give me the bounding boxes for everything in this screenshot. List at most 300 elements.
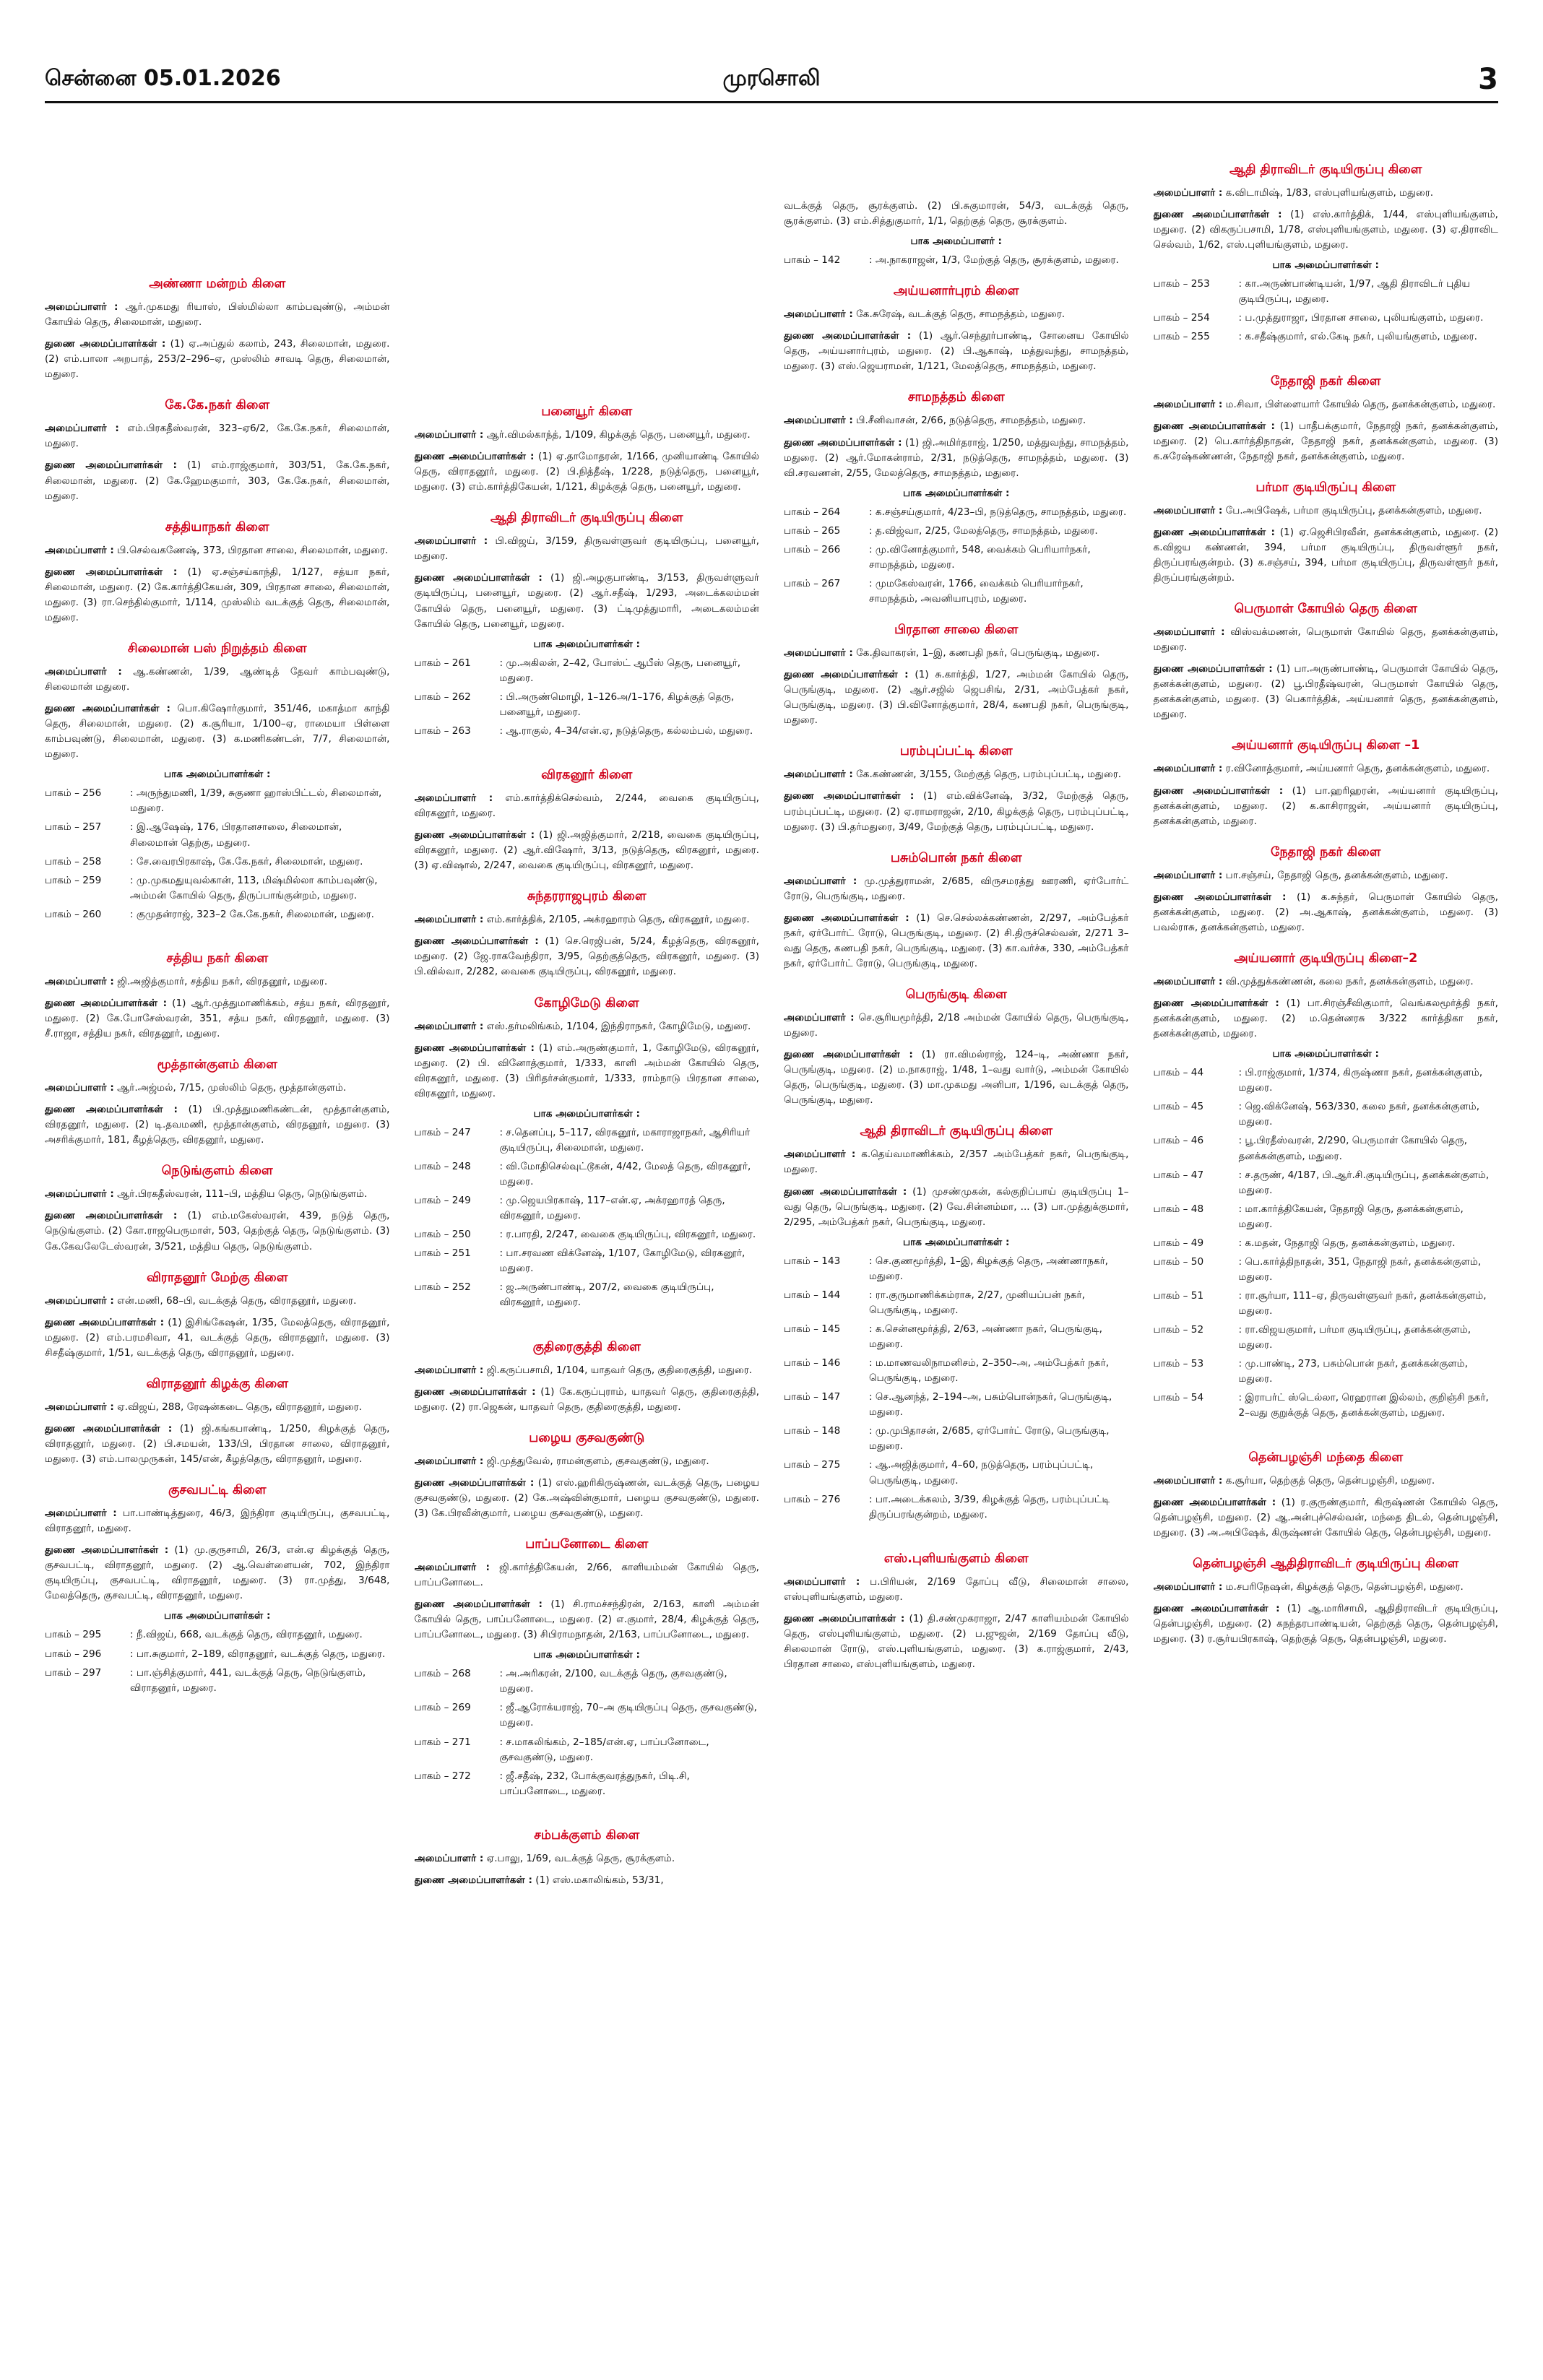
booth-agents-heading: பாக அமைப்பாளர்கள் :: [1272, 1048, 1379, 1060]
role-label: துணை அமைப்பாளர்கள் :: [1153, 1496, 1276, 1508]
booth-agents-heading: பாக அமைப்பாளர்கள் :: [903, 1236, 1010, 1248]
branch-title: எஸ்.புளியங்குளம் கிளை: [883, 1551, 1029, 1566]
booth-agent-row: [415, 1700, 760, 1731]
office-bearer-entry: [784, 646, 1129, 661]
branch-section: [415, 889, 760, 979]
member-details: (1) எஸ்.மகாலிங்கம், 53/31,: [535, 1874, 664, 1886]
booth-agent-row: [415, 1735, 760, 1765]
branch-section: [415, 511, 760, 739]
branch-title: அண்ணா மன்றம் கிளை: [149, 277, 286, 291]
member-details: ஆ.கண்ணன், 1/39, ஆண்டித் தேவர் காம்பவுண்டு, சிலைமான் மதுரை.: [45, 665, 390, 693]
booth-agent-row: [45, 1627, 390, 1643]
member-details: கே.திவாகரன், 1–இ, கணபதி நகர், பெருங்குடி, மதுரை.: [856, 647, 1100, 659]
booth-agent-details: : கா.அருண்பாண்டியன், 1/97, ஆதி திராவிடர் புதிய குடியிருப்பு, மதுரை.: [1238, 278, 1471, 306]
role-label: அமைப்பாளர் :: [414, 1020, 484, 1032]
branch-section: [45, 1483, 390, 1696]
booth-agent-row: [1154, 277, 1499, 307]
role-label: அமைப்பாளர் :: [1153, 1474, 1223, 1487]
office-bearer-entry: [415, 571, 760, 631]
booth-agent-details: : ஆ.ராகுல், 4–34/என்.ஏ, நடுத்தெரு, கல்லம்பல், மதுரை.: [499, 724, 753, 737]
member-details: பா.பாண்டித்துரை, 46/3, இந்திரா குடியிருப்பு, குசவபட்டி, விராதனூர், மதுரை.: [45, 1507, 390, 1535]
branch-title: பெருங்குடி கிளை: [905, 987, 1007, 1002]
role-label: துணை அமைப்பாளர்கள் :: [45, 1210, 178, 1222]
booth-number: பாகம் – 295: [45, 1629, 102, 1641]
booth-agent-details: : அ.நாகராஜன், 1/3, மேற்குத் தெரு, சூரக்குளம், மதுரை.: [869, 254, 1119, 267]
booth-agent-row: [784, 505, 1129, 520]
booth-agent-row: [784, 1492, 1129, 1523]
column-4: [1154, 119, 1499, 2358]
booth-agent-row: [784, 1458, 1129, 1488]
booth-number: பாகம் – 275: [784, 1459, 841, 1471]
office-bearer-entry: [1154, 868, 1499, 883]
role-label: துணை அமைப்பாளர்கள் :: [414, 1476, 535, 1489]
column-2: [415, 119, 760, 2358]
branch-title: சாமநத்தம் கிளை: [907, 390, 1005, 405]
role-label: அமைப்பாளர் :: [1153, 626, 1225, 639]
booth-agent-row: [784, 1390, 1129, 1420]
booth-number: பாகம் – 260: [45, 908, 102, 920]
booth-number: பாகம் – 53: [1153, 1358, 1204, 1370]
office-bearer-entry: [45, 337, 390, 382]
booth-agent-row: [1154, 1236, 1499, 1251]
branch-title: விராதனூர் கிழக்கு கிளை: [146, 1376, 289, 1391]
office-bearer-entry: [1154, 890, 1499, 935]
office-bearer-entry: [45, 1294, 390, 1309]
role-label: அமைப்பாளர் :: [45, 301, 118, 313]
member-details: (1) பா.அருண்பாண்டி, பெருமாள் கோயில் தெரு, தனக்கன்குளம், மதுரை. (2) பூ.பிரதீஷ்வரன், பெருமாள் கோயில் தெரு, தனக்கன்குளம், மதுரை. (3) பெகார்த்திக், அய்யனார் தெரு, தனக்கன்குளம், மதுரை.: [1153, 663, 1498, 721]
booth-agent-details: : வி.மோதிசெல்வுட்டூகன், 4/42, மேலத் தெரு, விரகனூர், மதுரை.: [499, 1160, 751, 1187]
office-bearer-entry: [415, 1873, 760, 1888]
office-bearer-entry: [415, 1597, 760, 1643]
booth-agents-heading: பாக அமைப்பாளர்கள் :: [903, 487, 1010, 499]
booth-agent-details: : மு.பாண்டி, 273, பசும்பொன் நகர், தனக்கன்குளம், மதுரை.: [1238, 1358, 1468, 1385]
branch-section: [784, 987, 1129, 1108]
column-3: [784, 119, 1129, 2358]
member-details: (1) ஏ.ஜெசிபிரவீன், தனக்கன்குளம், மதுரை. (2) க.விஜய கண்ணன், 394, பர்மா குடியிருப்பு, திருவள்ளூர் நகர், திருப்பரங்குன்றம். (3) க.சஞ்சய், 394, பர்மா குடியிருப்பு, திருவள்ளூர் நகர், திருப்பரங்குன்றம்.: [1153, 526, 1498, 584]
booth-number: பாகம் – 296: [45, 1648, 102, 1660]
booth-agent-row: [784, 542, 1129, 573]
office-bearer-entry: [415, 1041, 760, 1102]
booth-number: பாகம் – 266: [784, 543, 841, 555]
member-details: (1) முசண்முகன், கல்குறிப்பாய் குடியிருப்பு 1–வது தெரு, பெருங்குடி, மதுரை. (2) வே.சின்னம்மா, ... (3) பா.முத்துக்குமார், 2/295, அம்பேத்கர் நகர், பெருங்குடி, மதுரை.: [784, 1185, 1129, 1228]
booth-agent-details: : பெ.கார்த்திநாதன், 351, நேதாஜி நகர், தனக்கன்குளம், மதுரை.: [1238, 1255, 1482, 1283]
booth-agents-heading: பாக அமைப்பாளர் :: [910, 235, 1002, 248]
booth-number: பாகம் – 276: [784, 1493, 841, 1505]
office-bearer-entry: [1154, 625, 1499, 655]
office-bearer-entry: [784, 667, 1129, 728]
office-bearer-entry: [45, 701, 390, 762]
branch-title: சத்திய நகர் கிளை: [166, 951, 269, 966]
booth-agent-details: : பா.சுகுமார், 2–189, விராதனூர், வடக்குத் தெரு, மதுரை.: [130, 1648, 386, 1660]
role-label: அமைப்பாளர் :: [1153, 504, 1223, 516]
role-label: துணை அமைப்பாளர்கள் :: [784, 330, 912, 342]
booth-agent-row: [45, 786, 390, 816]
branch-section: [1154, 951, 1499, 1421]
member-details: (1) ஏ.அப்துல் கலாம், 243, சிலைமான், மதுரை. (2) எம்.பாலா அறபாத், 253/2–296–ஏ, முஸ்லிம் சாவடி தெரு, சிலைமான், மதுரை.: [45, 338, 390, 381]
member-details: (1) இசிங்கேஷன், 1/35, மேலத்தெரு, விராதனூர், மதுரை. (2) எம்.பரமசிவா, 41, வடக்குத் தெரு, விராதனூர், மதுரை. (3) சிசதீஷ்குமார், 1/51, வடக்குத் தெரு, விராதனூர், மதுரை.: [45, 1316, 390, 1359]
booth-agent-details: : ஜீ.சதீஷ், 232, போக்குவரத்துநகர், பிடி.சி, பாப்பனோடை, மதுரை.: [499, 1770, 690, 1797]
booth-agents-heading: பாக அமைப்பாளர்கள் :: [164, 769, 271, 781]
role-label: துணை அமைப்பாளர்கள் :: [45, 703, 170, 715]
branch-section: [784, 623, 1129, 728]
member-details: மு.முத்துராமன், 2/685, விருசமரத்து ஊரணி, ஏர்போர்ட் ரோடு, பெருங்குடி, மதுரை.: [784, 875, 1129, 902]
booth-agent-row: [1154, 1356, 1499, 1387]
member-details: (1) ஜி.அழகுபாண்டி, 3/153, திருவள்ளுவர் குடியிருப்பு, பனையூர், மதுரை. (2) ஆர்.சதீஷ், 1/293, அடைக்கலம்மன் கோயில் தெரு, பனையூர், மதுரை. (3) ட்டிமுத்துமாரி, அடைகலம்மன் கோயில் தெரு, பனையூர், மதுரை.: [414, 572, 759, 630]
branch-section: [1154, 1557, 1499, 1647]
booth-agent-details: : க.சென்னமூர்த்தி, 2/63, அண்ணா நகர், பெருங்குடி, மதுரை.: [869, 1323, 1102, 1350]
role-label: துணை அமைப்பாளர்கள் :: [414, 1385, 536, 1398]
member-details: வி.முத்துக்கண்ணன், கலை நகர், தனக்கன்குளம், மதுரை.: [1225, 975, 1474, 987]
booth-number: பாகம் – 269: [414, 1702, 471, 1714]
branch-section: [784, 1124, 1129, 1522]
booth-number: பாகம் – 146: [784, 1357, 841, 1369]
booth-agent-details: : க.சதீஷ்குமார், எல்.கேடி நகர், புலியங்குளம், மதுரை.: [1238, 331, 1477, 343]
branch-title: தென்பழஞ்சி மந்தை கிளை: [1248, 1450, 1404, 1465]
office-bearer-entry: [45, 458, 390, 503]
role-label: அமைப்பாளர் :: [45, 975, 114, 987]
branch-section: [415, 404, 760, 495]
booth-agent-details: : ச.தெனப்பு, 5–117, விரகனூர், மகாராஜாநகர், ஆசிரியர் குடியிருப்பு, சிலைமான், மதுரை.: [499, 1126, 751, 1154]
member-details: (1) தி.சண்முகராஜா, 2/47 காளியம்மன் கோயில் தெரு, எஸ்புளியங்குளம், மதுரை. (2) ப.ஜுஜன், 2/169 தோப்பு வீடு, சிலைமான் ரோடு, எஸ்.புளியங்குளம், மதுரை. (3) க.ராஜ்குமார், 2/43, பிரதான சாலை, எஸ்புளியங்குளம், மதுரை.: [784, 1612, 1129, 1670]
role-label: அமைப்பாளர் :: [414, 914, 484, 926]
booth-number: பாகம் – 267: [784, 577, 841, 589]
booth-agent-row: [784, 1424, 1129, 1454]
branch-section: [415, 1828, 760, 1888]
office-bearer-entry: [415, 828, 760, 873]
booth-agent-details: : செ.குணமூர்த்தி, 1–இ, கிழக்குத் தெரு, அண்ணாநகர், மதுரை.: [869, 1255, 1108, 1282]
booth-agents-heading: பாக அமைப்பாளர்கள் :: [1272, 259, 1379, 272]
office-bearer-entry: [784, 767, 1129, 782]
office-bearer-entry: [784, 911, 1129, 972]
branch-title: பிரதான சாலை கிளை: [894, 623, 1019, 638]
office-bearer-entry: [415, 1851, 760, 1866]
member-details: (1) ஏ.தாமோதரன், 1/166, முனியாண்டி கோயில் தெரு, விராதனூர், மதுரை. (2) பி.நித்தீஷ், 1/228, நடுத்தெரு, பனையூர், மதுரை. (3) எம்.கார்த்திகேயன், 1/121, கிழக்குத் தெரு, பனையூர், மதுரை.: [414, 451, 759, 493]
booth-number: பாகம் – 258: [45, 855, 102, 867]
member-details: க.சூர்யா, தெற்குத் தெரு, தென்பழஞ்சி, மதுரை.: [1225, 1474, 1435, 1487]
booth-agent-details: : ர.பாரதி, 2/247, வைகை குடியிருப்பு, விரகனூர், மதுரை.: [499, 1229, 756, 1241]
office-bearer-entry: [415, 428, 760, 443]
office-bearer-entry: [784, 874, 1129, 904]
office-bearer-entry: [45, 1421, 390, 1467]
role-label: துணை அமைப்பாளர்கள் :: [414, 1874, 532, 1886]
booth-number: பாகம் – 52: [1153, 1324, 1204, 1336]
role-label: அமைப்பாளர் :: [784, 769, 853, 781]
member-details: (1) ஆ.மாரிசாமி, ஆதிதிராவிடர் குடியிருப்பு, தென்பழஞ்சி, மதுரை. (2) கநந்தரபாண்டியன், தெற்குத் தெரு, தென்பழஞ்சி, மதுரை. (3) ர.சூர்யபிரகாஷ், தெற்குத் தெரு, தென்பழஞ்சி, மதுரை.: [1153, 1602, 1498, 1645]
booth-agent-row: [415, 1227, 760, 1242]
branch-title: சிலைமான் பஸ் நிறுத்தம் கிளை: [127, 641, 307, 656]
article-columns: [45, 119, 1498, 2358]
booth-agent-details: : க.சஞ்சய்குமார், 4/23–பி, நடுத்தெரு, சாமநத்தம், மதுரை.: [869, 506, 1127, 518]
member-details: ஆர்.முகமது ரியாஸ், பிஸ்மில்லா காம்பவுண்டு, அம்மன் கோயில் தெரு, சிலைமான், மதுரை.: [45, 301, 390, 329]
office-bearer-entry: [1154, 1474, 1499, 1489]
member-details: (1) எஸ்.கார்த்திக், 1/44, எஸ்புளியங்குளம், மதுரை. (2) விகருப்பசாமி, 1/78, எஸ்புளியங்குளம், மதுரை. (3) ஏ.திராவிட செல்வம், 1/62, எஸ்.புளியங்குளம், மதுரை.: [1153, 209, 1498, 251]
booth-agent-details: : ஜீ.ஆரோக்யராஜ், 70–அ குடியிருப்பு தெரு, குசவகுண்டு, மதுரை.: [499, 1702, 757, 1729]
member-details: (1) ஏ.சஞ்சய்காந்தி, 1/127, சத்யா நகர், சிலைமான், மதுரை. (2) கே.கார்த்திகேயன், 309, பிரதான சாலை, சிலைமான், மதுரை. (3) ரா.செந்தில்குமார், 1/114, முஸ்லிம் வடக்குத் தெரு, சிலைமான், மதுரை.: [45, 566, 390, 623]
booth-agent-details: : த.விஜ்வா, 2/25, மேலத்தெரு, சாமநத்தம், மதுரை.: [869, 524, 1098, 537]
branch-section: [1154, 845, 1499, 935]
member-details: பே.அபிஷேக், பர்மா குடியிருப்பு, தனக்கன்குளம், மதுரை.: [1225, 504, 1482, 516]
role-label: துணை அமைப்பாளர்கள் :: [414, 451, 535, 463]
role-label: அமைப்பாளர் :: [1153, 187, 1223, 199]
role-label: அமைப்பாளர் :: [784, 1012, 855, 1024]
office-bearer-entry: [784, 436, 1129, 481]
branch-section: [45, 277, 390, 382]
role-label: அமைப்பாளர் :: [414, 535, 488, 548]
office-bearer-entry: [45, 1081, 390, 1096]
booth-number: பாகம் – 148: [784, 1425, 841, 1437]
booth-number: பாகம் – 259: [45, 874, 102, 886]
member-details: என்.மணி, 68–பி, வடக்குத் தெரு, விராதனூர், மதுரை.: [117, 1294, 357, 1307]
office-bearer-entry: [415, 791, 760, 821]
office-bearer-entry: [415, 1560, 760, 1591]
masthead: [45, 58, 1498, 103]
role-label: துணை அமைப்பாளர்கள் :: [1153, 663, 1273, 675]
branch-section: [1154, 602, 1499, 722]
office-bearer-entry: [1154, 761, 1499, 776]
office-bearer-entry: [1154, 397, 1499, 412]
office-bearer-entry: [1154, 974, 1499, 990]
booth-agent-row: [1154, 1099, 1499, 1130]
booth-agent-details: : மு.ஜெயபிரகாஷ், 117–என்.ஏ, அக்ரஹாரத் தெரு, விரகனூர், மதுரை.: [499, 1195, 725, 1222]
booth-agent-details: : பா.ஞ்சித்குமார், 441, வடக்குத் தெரு, நெடுங்குளம், விராதனூர், மதுரை.: [130, 1666, 366, 1694]
role-label: துணை அமைப்பாளர்கள் :: [784, 436, 902, 449]
branch-title: கே.கே.நகர் கிளை: [165, 398, 270, 413]
booth-agent-row: [1154, 1168, 1499, 1198]
office-bearer-entry: [45, 300, 390, 330]
member-details: ஆர்.விமல்காந்த், 1/109, கிழக்குத் தெரு, பனையூர், மதுரை.: [486, 429, 751, 441]
role-label: அமைப்பாளர் :: [414, 1455, 484, 1467]
office-bearer-entry: [415, 1454, 760, 1469]
member-details: ம.சபரிநேஷன், கிழக்குத் தெரு, தென்பழஞ்சி, மதுரை.: [1225, 1580, 1464, 1593]
member-details: ஜி.கருப்பசாமி, 1/104, யாதவர் தெரு, குதிரைகுத்தி, மதுரை.: [486, 1364, 753, 1376]
member-details: (1) செ.செல்லக்கண்ணன், 2/297, அம்பேத்கர் நகர், ஏர்போர்ட் ரோடு, பெருங்குடி, மதுரை. (2) சி.திருச்செல்வன், 2/271 3–வது தெரு, கணபதி நகர், பெருங்குடி, மதுரை. (3) கா.வர்ச்சு, 330, அம்பேத்கர் நகர், ஏர்போர்ட் ரோடு, பெருங்குடி, மதுரை.: [784, 912, 1129, 969]
branch-title: பனையூர் கிளை: [541, 404, 633, 419]
office-bearer-entry: [784, 1611, 1129, 1672]
branch-section: [415, 1340, 760, 1415]
member-details: ப.பிரியன், 2/169 தோப்பு வீடு, சிலைமான் சாலை, எஸ்புளியங்குளம், மதுரை.: [784, 1575, 1129, 1603]
booth-number: பாகம் – 48: [1153, 1203, 1204, 1215]
member-details: பொ.கிஷோர்குமார், 351/46, மகாத்மா காந்தி தெரு, சிலைமான், மதுரை. (2) க.சூரியா, 1/100–ஏ, ராமையா பிள்ளை காம்பவுண்டு, சிலைமான், மதுரை. (3) க.மணிகண்டன், 7/7, சிலைமான், மதுரை.: [45, 703, 390, 761]
booth-agent-details: : பா.சரவண விக்னேஷ், 1/107, கோழிமேடு, விரகனூர், மதுரை.: [499, 1247, 745, 1275]
booth-agent-details: : ம.மாணவலிநாமனிசம், 2–350–அ, அம்பேத்கர் நகர், பெருங்குடி, மதுரை.: [869, 1357, 1110, 1385]
booth-agent-row: [1154, 1323, 1499, 1353]
booth-agent-row: [1154, 1065, 1499, 1096]
booth-number: பாகம் – 49: [1153, 1237, 1204, 1249]
office-bearer-entry: [1154, 186, 1499, 201]
booth-agent-row: [1154, 311, 1499, 326]
branch-title: பழைய குசவகுண்டு: [529, 1430, 645, 1445]
branch-title: நேதாஜி நகர் கிளை: [1271, 373, 1381, 389]
member-details: ஜி.முத்துவேல், ராமன்குளம், குசவகுண்டு, மதுரை.: [486, 1455, 709, 1467]
booth-number: பாகம் – 252: [414, 1281, 471, 1294]
office-bearer-entry: [1154, 207, 1499, 253]
member-details: (1) மு.குருசாமி, 26/3, என்.ஏ கிழக்குத் தெரு, குசவபட்டி, விராதனூர், மதுரை. (2) ஆ.வெள்ளையன், 702, இந்திரா குடியிருப்பு, குசவபட்டி, விராதனூர், மதுரை. (3) ரா.முத்து, 3/648, மேலத்தெரு, குசவபட்டி, விராதனூர், மதுரை.: [45, 1544, 390, 1602]
branch-title: தென்பழஞ்சி ஆதிதிராவிடர் குடியிருப்பு கிளை: [1193, 1556, 1459, 1571]
office-bearer-entry: [45, 565, 390, 626]
role-label: துணை அமைப்பாளர்கள் :: [45, 338, 166, 350]
office-bearer-entry: [45, 1543, 390, 1604]
branch-title: பரம்புப்பட்டி கிளை: [899, 744, 1013, 759]
booth-number: பாகம் – 268: [414, 1668, 471, 1680]
office-bearer-entry: [415, 534, 760, 564]
role-label: அமைப்பாளர் :: [45, 544, 114, 556]
role-label: அமைப்பாளர் :: [45, 1507, 117, 1520]
role-label: அமைப்பாளர் :: [45, 665, 122, 678]
booth-agent-row: [784, 1356, 1129, 1386]
booth-agent-details: : ச.மாகலிங்கம், 2–185/என்.ஏ, பாப்பனோடை, குசவகுண்டு, மதுரை.: [499, 1736, 709, 1763]
member-details: எம்.கார்த்திக்செல்வம், 2/244, வைகை குடியிருப்பு, விரகனூர், மதுரை.: [414, 792, 759, 819]
role-label: அமைப்பாளர் :: [784, 415, 853, 427]
branch-section: [784, 1552, 1129, 1672]
member-details: பி.சீனிவாசன், 2/66, நடுத்தெரு, சாமநத்தம், மதுரை.: [856, 415, 1086, 427]
member-details: எம்.கார்த்திக், 2/105, அக்ரஹாரம் தெரு, விரகனூர், மதுரை.: [486, 914, 750, 926]
office-bearer-entry: [1154, 525, 1499, 586]
office-bearer-entry: [45, 1102, 390, 1148]
branch-title: சத்தியாநகர் கிளை: [165, 519, 269, 535]
booth-agent-row: [784, 576, 1129, 607]
role-label: துணை அமைப்பாளர்கள் :: [45, 566, 178, 578]
booth-agent-row: [415, 1246, 760, 1276]
booth-agent-row: [784, 1288, 1129, 1318]
branch-title: அய்யனார் குடியிருப்பு கிளை–2: [1234, 951, 1418, 966]
member-details: (1) ஜி.அஜித்குமார், 2/218, வைகை குடியிருப்பு, விரகனூர், மதுரை. (2) ஆர்.விஷோர், 3/13, நடுத்தெரு, விரகனூர், மதுரை. (3) ஏ.விஷால், 2/247, வைகை குடியிருப்பு, விரகனூர், மதுரை.: [414, 829, 759, 872]
role-label: துணை அமைப்பாளர்கள் :: [784, 1612, 905, 1624]
booth-agents-heading: பாக அமைப்பாளர்கள் :: [533, 1649, 640, 1661]
office-bearer-entry: [784, 329, 1129, 374]
booth-agent-row: [1154, 1133, 1499, 1164]
role-label: துணை அமைப்பாளர்கள் :: [784, 669, 909, 681]
role-label: துணை அமைப்பாளர்கள் :: [784, 790, 915, 802]
branch-section: [1154, 374, 1499, 464]
branch-section: [415, 768, 760, 873]
booth-number: பாகம் – 297: [45, 1666, 102, 1679]
office-bearer-entry: [415, 912, 760, 927]
booth-agent-row: [415, 690, 760, 720]
role-label: துணை அமைப்பாளர்கள் :: [1153, 891, 1287, 903]
role-label: துணை அமைப்பாளர்கள் :: [784, 912, 909, 924]
office-bearer-entry: [784, 199, 1129, 229]
booth-agent-details: : ஜெ.விக்னேஷ், 563/330, கலை நகர், தனக்கன்குளம், மதுரை.: [1238, 1101, 1480, 1128]
booth-agent-details: : மு.அகிலன், 2–42, போஸ்ட் ஆபீஸ் தெரு, பனையூர், மதுரை.: [499, 657, 741, 684]
booth-agent-row: [45, 907, 390, 922]
booth-agent-row: [784, 1254, 1129, 1284]
office-bearer-entry: [1154, 784, 1499, 829]
member-details: விஸ்வக்மணன், பெருமாள் கோயில் தெரு, தனக்கன்குளம், மதுரை.: [1153, 626, 1498, 654]
booth-agent-row: [784, 253, 1129, 268]
office-bearer-entry: [415, 934, 760, 979]
branch-section: [1154, 738, 1499, 828]
member-details: ஏ.பாலு, 1/69, வடக்குத் தெரு, சூரக்குளம்.: [486, 1852, 675, 1864]
office-bearer-entry: [784, 1147, 1129, 1177]
member-details: ஏ.விஜய், 288, ரேஷன்கடை தெரு, விராதனூர், மதுரை.: [117, 1401, 362, 1413]
booth-number: பாகம் – 144: [784, 1289, 841, 1301]
role-label: துணை அமைப்பாளர்கள் :: [414, 1598, 543, 1611]
office-bearer-entry: [45, 543, 390, 558]
role-label: அமைப்பாளர் :: [1153, 869, 1223, 881]
member-details: செ.சூரியமூர்த்தி, 2/18 அம்மன் கோயில் தெரு, பெருங்குடி, மதுரை.: [784, 1012, 1129, 1039]
role-label: அமைப்பாளர் :: [1153, 975, 1223, 987]
booth-agents-heading: பாக அமைப்பாளர்கள் :: [533, 1107, 640, 1120]
office-bearer-entry: [1154, 996, 1499, 1042]
booth-agent-details: : ப.முத்துராஜா, பிரதான சாலை, புலியங்குளம், மதுரை.: [1238, 312, 1484, 324]
booth-agent-details: : ச.தருண், 4/187, பி.ஆர்.சி.குடியிருப்பு, தனக்கன்குளம், மதுரை.: [1238, 1169, 1490, 1196]
branch-section: [415, 1537, 760, 1799]
booth-number: பாகம் – 54: [1153, 1392, 1204, 1404]
branch-section: [45, 641, 390, 922]
booth-number: பாகம் – 44: [1153, 1067, 1204, 1079]
role-label: அமைப்பாளர் :: [784, 875, 857, 887]
office-bearer-entry: [784, 307, 1129, 322]
member-details: பி.விஜய், 3/159, திருவள்ளுவர் குடியிருப்பு, பனையூர், மதுரை.: [414, 535, 759, 563]
branch-section: [784, 390, 1129, 607]
booth-agent-row: [1154, 1390, 1499, 1421]
office-bearer-entry: [415, 1476, 760, 1521]
booth-agent-details: : மு.முபிதாசன், 2/685, ஏர்போர்ட் ரோடு, பெருங்குடி, மதுரை.: [869, 1425, 1110, 1453]
booth-agent-details: : முமகேஸ்வரன், 1766, வைக்கம் பெரியார்நகர், சாமநத்தம், அவனியாபுரம், மதுரை.: [869, 577, 1084, 605]
booth-agent-details: : இ.ஆஷேஷ், 176, பிரதானசாலை, சிலைமான், சிலைமான் தெற்கு, மதுரை.: [130, 821, 342, 849]
role-label: துணை அமைப்பாளர்கள் :: [45, 1316, 165, 1328]
booth-agent-row: [1154, 1202, 1499, 1232]
member-details: (1) எம்.ராஜ்குமார், 303/51, கே.கே.நகர், சிலைமான், மதுரை. (2) கே.ஹேமகுமார், 303, கே.கே.நகர், சிலைமான், மதுரை.: [45, 459, 390, 502]
member-details: (1) ஆர்.முத்துமாணிக்கம், சத்ய நகர், விரதனூர், மதுரை. (2) கே.போசேஸ்வரன், 351, சத்ய நகர், விரதனூர், மதுரை. (3) சீ.ராஜா, சத்திய நகர், விரதனூர், மதுரை.: [45, 997, 390, 1039]
member-details: (1) ரா.விமல்ராஜ், 124–டி, அண்ணா நகர், பெருங்குடி, மதுரை. (2) ம.நாகராஜ், 1/48, 1–வது வார்டு, அம்மன் கோயில் தெரு, பெருங்குடி, மதுரை. (3) மா.முகமது அனிபா, 1/196, வடக்குத் தெரு, பெருங்குடி, மதுரை.: [784, 1049, 1129, 1107]
role-label: அமைப்பாளர் :: [784, 308, 853, 321]
booth-number: பாகம் – 247: [414, 1126, 471, 1138]
role-label: துணை அமைப்பாளர்கள் :: [45, 459, 177, 472]
booth-agent-details: : குமுதன்ராஜ், 323–2 கே.கே.நகர், சிலைமான், மதுரை.: [130, 908, 374, 920]
booth-agent-details: : சே.வைரபிரகாஷ், கே.கே.நகர், சிலைமான், மதுரை.: [130, 855, 363, 867]
role-label: துணை அமைப்பாளர்கள் :: [414, 572, 543, 584]
branch-title: மூத்தான்குளம் கிளை: [157, 1057, 277, 1073]
office-bearer-entry: [1154, 1495, 1499, 1541]
branch-section: [784, 744, 1129, 834]
branch-title: ஆதி திராவிடர் குடியிருப்பு கிளை: [860, 1124, 1053, 1139]
booth-agent-details: : பூ.பிரதீஸ்வரன், 2/290, பெருமாள் கோயில் தெரு, தனக்கன்குளம், மதுரை.: [1238, 1135, 1468, 1162]
booth-agent-details: : மு.வினோத்குமார், 548, வைக்கம் பெரியார்நகர், சாமநத்தம், மதுரை.: [869, 543, 1091, 571]
office-bearer-entry: [1154, 662, 1499, 722]
office-bearer-entry: [415, 449, 760, 495]
booth-agent-row: [415, 1280, 760, 1310]
branch-section: [45, 1377, 390, 1467]
booth-number: பாகம் – 251: [414, 1247, 471, 1260]
branch-section: [1154, 1450, 1499, 1541]
member-details: எம்.பிரகதீஸ்வரன், 323–ஏ6/2, கே.கே.நகர், சிலைமான், மதுரை.: [45, 423, 390, 450]
booth-number: பாகம் – 265: [784, 524, 841, 537]
booth-number: பாகம் – 255: [1153, 331, 1210, 343]
booth-number: பாகம் – 249: [414, 1195, 471, 1207]
office-bearer-entry: [45, 974, 390, 990]
member-details: ஜி.கார்த்திகேயன், 2/66, காளியம்மன் கோயில் தெரு, பாப்பனோடை.: [414, 1561, 759, 1588]
booth-agent-row: [415, 1193, 760, 1224]
member-details: க.தெய்வமாணிக்கம், 2/357 அம்பேத்கர் நகர், பெருங்குடி, மதுரை.: [784, 1148, 1129, 1176]
branch-title: சுந்தரராஜபுரம் கிளை: [527, 889, 647, 904]
member-details: ஆர்.அஜ்மல், 7/15, முஸ்லிம் தெரு, மூத்தான்குளம்.: [117, 1082, 347, 1094]
office-bearer-entry: [45, 1315, 390, 1361]
office-bearer-entry: [784, 789, 1129, 834]
role-label: அமைப்பாளர் :: [784, 1575, 860, 1588]
booth-number: பாகம் – 257: [45, 821, 102, 834]
booth-agent-details: : நீ.விஜய், 668, வடக்குத் தெரு, விராதனூர், மதுரை.: [130, 1629, 363, 1641]
booth-number: பாகம் – 47: [1153, 1169, 1204, 1181]
booth-agents-heading: பாக அமைப்பாளர்கள் :: [533, 638, 640, 650]
office-bearer-entry: [45, 1187, 390, 1202]
member-details: (1) சி.ராமச்சந்திரன், 2/163, காளி அம்மன் கோயில் தெரு, பாப்பனோடை, மதுரை. (2) எ.குமார், 28/4, கிழக்குத் தெரு, பாப்பனோடை, மதுரை. (3) சிபிராமநாதன், 2/163, பாப்பனோடை, மதுரை.: [414, 1598, 759, 1641]
booth-agent-row: [1154, 329, 1499, 345]
branch-title: விரகனூர் கிளை: [541, 767, 633, 782]
booth-number: பாகம் – 264: [784, 506, 841, 518]
member-details: (1) பாதீபக்குமார், நேதாஜி நகர், தனக்கன்குளம், மதுரை. (2) பெ.கார்த்திநாதன், நேதாஜி நகர், தனக்கன்குளம், மதுரை. (3) க.சுரேஷ்கண்ணன், நேதாஜி நகர், தனக்கன்குளம், மதுரை.: [1153, 420, 1498, 462]
branch-title: குதிரைகுத்தி கிளை: [532, 1339, 641, 1354]
